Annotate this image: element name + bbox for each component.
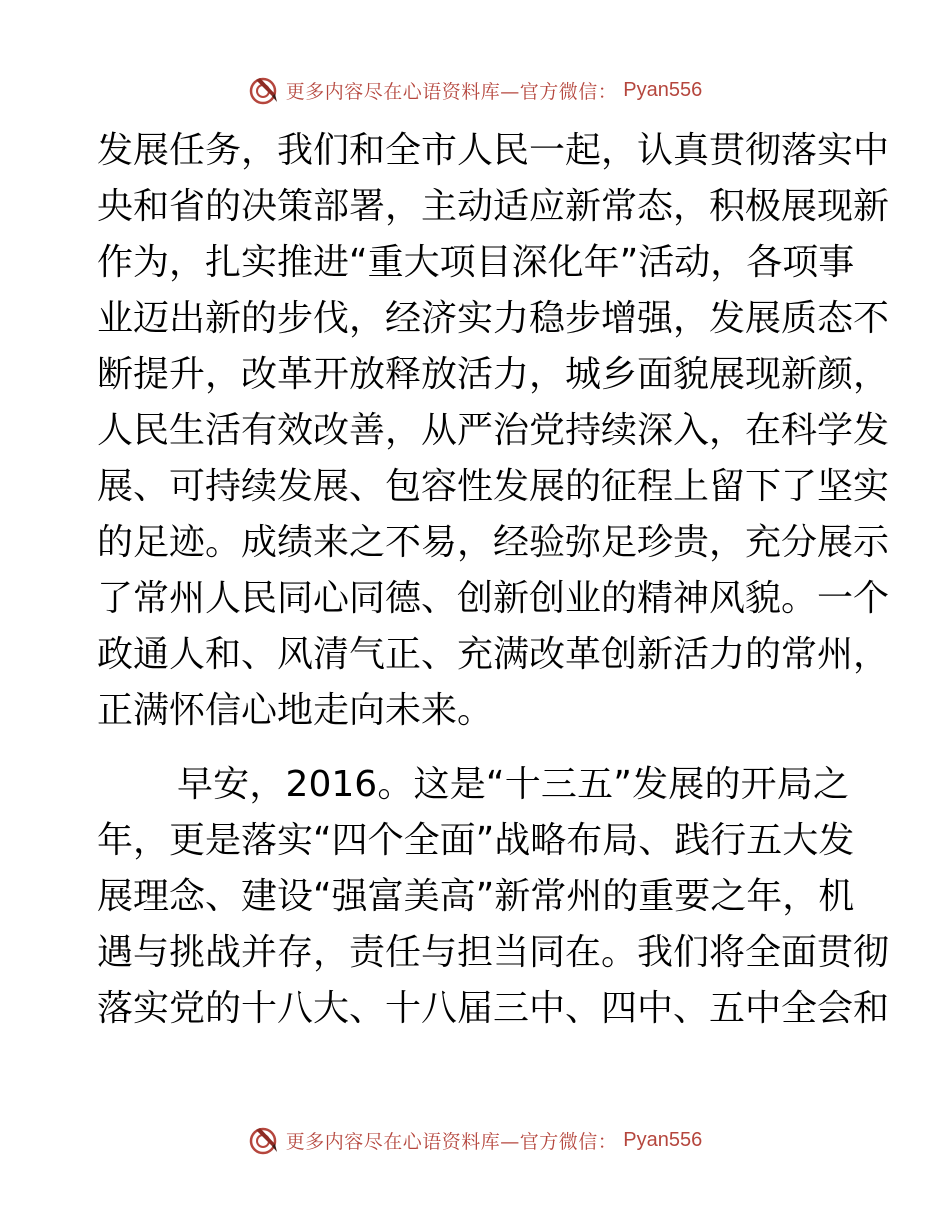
text-line: 人民生活有效改善，从严治党持续深入，在科学发: [97, 410, 890, 451]
text-line: 政通人和、风清气正、充满改革创新活力的常州，: [97, 634, 890, 675]
paragraph-gap: [97, 739, 849, 757]
text-line: 断提升，改革开放释放活力，城乡面貌展现新颜，: [97, 354, 890, 395]
text-line: 了常州人民同心同德、创新创业的精神风貌。一个: [97, 578, 890, 619]
document-body: [97, 123, 890, 1037]
header-wechat-id: Pyan556: [623, 78, 703, 101]
text-line: 央和省的决策部署，主动适应新常态，积极展现新: [97, 186, 890, 227]
text-line: 业迈出新的步伐，经济实力稳步增强，发展质态不: [97, 298, 890, 339]
footer-wechat-id: Pyan556: [623, 1128, 703, 1151]
text-line: 作为，扎实推进“重大项目深化年”活动，各项事: [97, 242, 855, 283]
paragraph-1: [97, 123, 890, 739]
text-line: 落实党的十八大、十八届三中、四中、五中全会和: [97, 988, 890, 1029]
text-line: 的足迹。成绩来之不易，经验弥足珍贵，充分展示: [97, 522, 890, 563]
text-line: 正满怀信心地走向未来。: [97, 690, 494, 731]
text-line: 展理念、建设“强富美高”新常州的重要之年，机: [97, 876, 855, 917]
pen-logo-icon: [248, 1124, 280, 1156]
text-line: 遇与挑战并存，责任与担当同在。我们将全面贯彻: [97, 932, 890, 973]
text-line: 展、可持续发展、包容性发展的征程上留下了坚实: [97, 466, 890, 507]
header-banner-text: 更多内容尽在心语资料库—官方微信：: [285, 80, 618, 103]
header-banner: [0, 73, 950, 107]
paragraph-2: [97, 757, 890, 1037]
footer-banner: [0, 1123, 950, 1157]
pen-logo-icon: [248, 74, 280, 106]
text-line: 早安，2016。这是“十三五”发展的开局之: [177, 764, 849, 805]
text-line: 发展任务，我们和全市人民一起，认真贯彻落实中: [97, 130, 890, 171]
footer-banner-text: 更多内容尽在心语资料库—官方微信：: [285, 1130, 618, 1153]
text-line: 年，更是落实“四个全面”战略布局、践行五大发: [97, 820, 855, 861]
